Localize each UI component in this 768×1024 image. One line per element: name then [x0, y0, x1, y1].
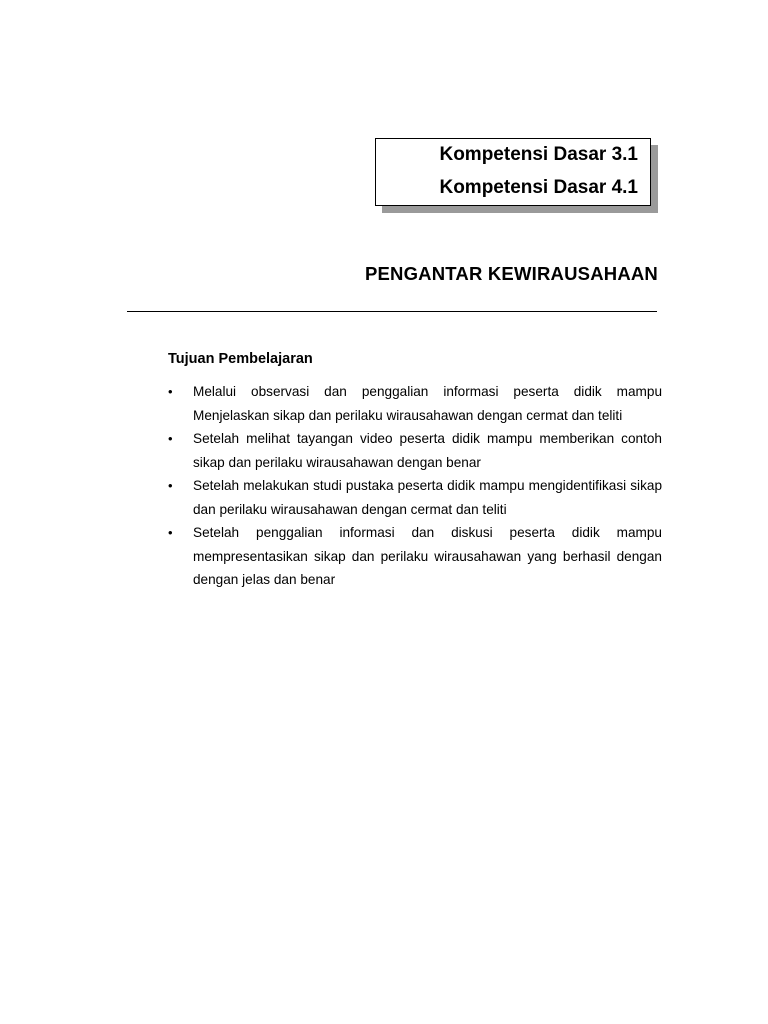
objective-text: Melalui observasi dan penggalian informasi peserta didik mampu Menjelaskan sikap dan perilaku wirausahawan dengan cermat dan teliti — [193, 384, 662, 423]
bullet-icon: • — [168, 431, 173, 446]
list-item — [168, 380, 662, 427]
bullet-icon: • — [168, 384, 173, 399]
title-divider — [127, 311, 657, 312]
objective-text: Setelah penggalian informasi dan diskusi peserta didik mampu mempresentasikan sikap dan perilaku wirausahawan yang berhasil dengan dengan jelas dan benar — [193, 525, 662, 587]
section-heading: Tujuan Pembelajaran — [168, 351, 313, 367]
page-title: PENGANTAR KEWIRAUSAHAAN — [364, 263, 658, 284]
list-item — [168, 427, 662, 474]
competency-3-1: Kompetensi Dasar 3.1 — [439, 144, 638, 165]
bullet-icon: • — [168, 478, 173, 493]
list-item — [168, 474, 662, 521]
bullet-icon: • — [168, 525, 173, 540]
objective-text: Setelah melihat tayangan video peserta didik mampu memberikan contoh sikap dan perilaku wirausahawan dengan benar — [193, 431, 662, 470]
competency-4-1: Kompetensi Dasar 4.1 — [439, 177, 638, 198]
learning-objectives-list — [168, 380, 662, 592]
competency-box — [375, 138, 651, 206]
list-item — [168, 521, 662, 592]
objective-text: Setelah melakukan studi pustaka peserta didik mampu mengidentifikasi sikap dan perilaku wirausahawan dengan cermat dan teliti — [193, 478, 662, 517]
